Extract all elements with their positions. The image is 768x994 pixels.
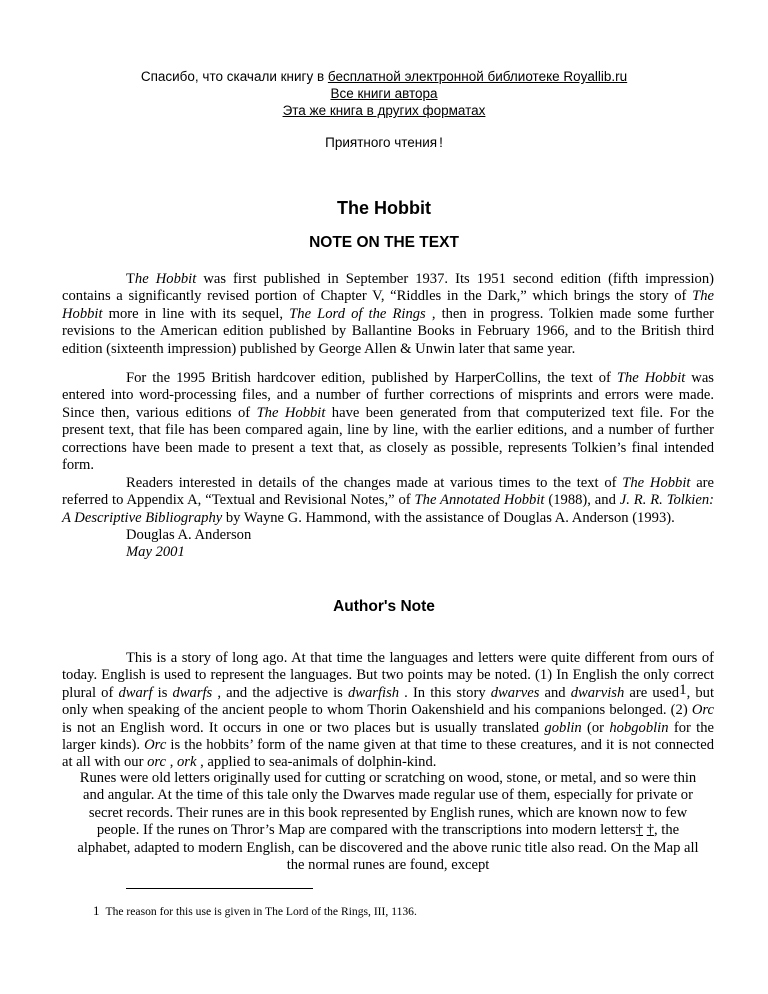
enjoy-reading-mark: !	[439, 135, 443, 150]
dagger-link-1[interactable]: †	[635, 822, 644, 839]
other-formats-line	[0, 102, 768, 119]
book-title: The Hobbit	[337, 198, 431, 218]
footnote-number: 1	[93, 903, 100, 918]
signature-name: Douglas A. Anderson	[126, 527, 252, 543]
note-heading: NOTE ON THE TEXT	[309, 234, 459, 251]
download-header	[0, 68, 768, 119]
footnote-reference[interactable]: 1	[679, 681, 687, 698]
authors-note-paragraph-1: This is a story of long ago. At that time the languages and letters were quite different from ours of today. English is used to represent the languages. But two points may be noted. (1) In English the only correct plural of dwarf is dwarfs , and the adjective is dwarfish . In this story dwarves and dwarvish are used1, but only when speaking of the ancient people to whom Thorin Oakenshield and his companions belonged. (2) Orc is not an English word. It occurs in one or two places but is usually translated goblin (or hobgoblin for the larger kinds). Orc is the hobbits’ form of the name given at that time to these creatures, and it is not connected at all with our orc , ork , applied to sea-animals of dolphin-kind.	[62, 650, 714, 771]
note-paragraph-1: The Hobbit was first published in September 1937. Its 1951 second edition (fifth impression) contains a significantly revised portion of Chapter V, “Riddles in the Dark,” which brings the story of The Hobbit more in line with its sequel, The Lord of the Rings , then in progress. Tolkien made some further revisions to the American edition published by Ballantine Books in February 1966, and to the British third edition (sixteenth impression) published by George Allen & Unwin later that same year.	[62, 271, 715, 357]
dagger-link-2[interactable]: †	[646, 822, 654, 839]
authors-note-paragraph-2: Runes were old letters originally used for cutting or scratching on wood, stone, or metal, and so were thin and angular. At the time of this tale only the Dwarves made regular use of them, especially for private or secret records. Their runes are in this book represented by English runes, which are known now to few people. If the runes on Thror’s Map are compared with the transcriptions into modern letters† †, the alphabet, adapted to modern English, can be discovered and the above runic title also read. On the Map all the normal runes are found, except	[77, 770, 699, 874]
note-paragraph-3: Readers interested in details of the changes made at various times to the text of The Hobbit are referred to Appendix A, “Textual and Revisional Notes,” of The Annotated Hobbit (1988), and J. R. R. Tolkien: A Descriptive Bibliography by Wayne G. Hammond, with the assistance of Douglas A. Anderson (1993).	[62, 475, 715, 526]
signature-date: May 2001	[126, 544, 185, 560]
author-books-line	[0, 85, 768, 102]
author-books-link[interactable]: Все книги автора	[330, 86, 438, 101]
footnote	[93, 903, 417, 919]
authors-note-heading: Author's Note	[333, 598, 435, 615]
enjoy-reading-line	[0, 135, 768, 150]
footnote-divider	[126, 888, 313, 889]
note-paragraph-2: For the 1995 British hardcover edition, published by HarperCollins, the text of The Hobbit was entered into word-processing files, and a number of further corrections of misprints and errors were made. Since then, various editions of The Hobbit have been generated from that computerized text file. For the present text, that file has been compared again, line by line, with the earlier editions, and a number of further corrections have been made to present a text that, as closely as possible, represents Tolkien’s final intended form.	[62, 370, 715, 474]
enjoy-reading-text: Приятного чтения	[325, 135, 438, 150]
thanks-line: Спасибо, что скачали книгу в бесплатной электронной библиотеке Royallib.ru	[140, 69, 628, 84]
footnote-text: The reason for this use is given in The Lord of the Rings, III, 1136.	[105, 905, 417, 918]
library-link[interactable]: бесплатной электронной библиотеке Royallib.ru	[327, 69, 628, 84]
other-formats-link[interactable]: Эта же книга в других форматах	[282, 103, 486, 118]
